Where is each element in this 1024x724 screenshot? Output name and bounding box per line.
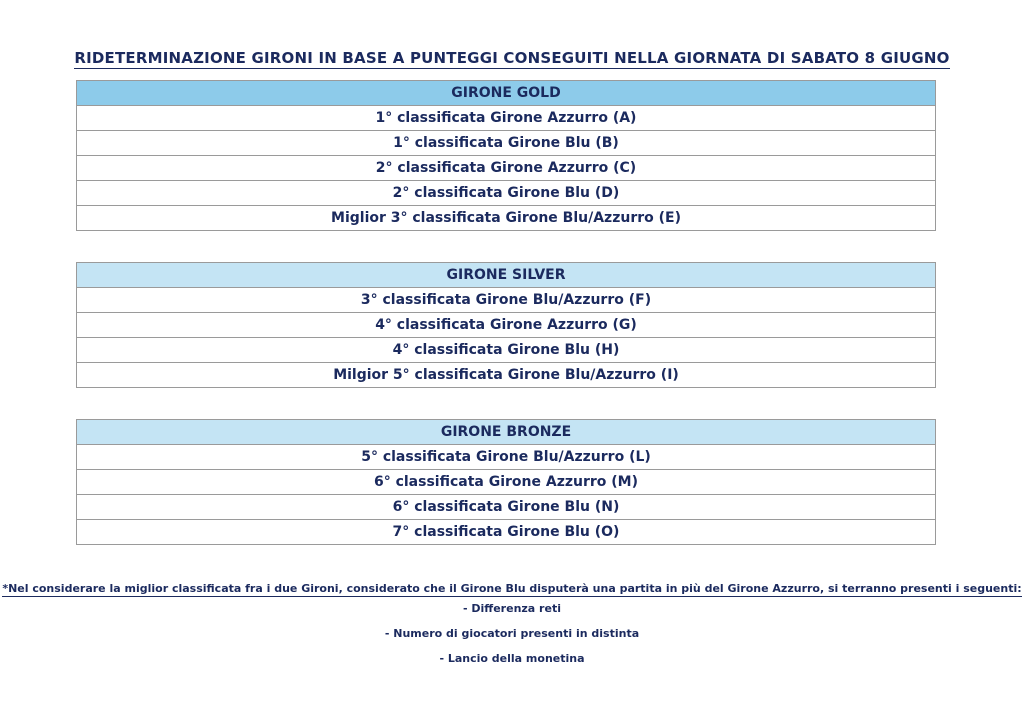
table-row: 1° classificata Girone Blu (B) (77, 131, 936, 156)
group-table-silver (76, 262, 936, 388)
group-header-silver: GIRONE SILVER (77, 263, 936, 288)
group-table-bronze (76, 419, 936, 545)
group-header-gold: GIRONE GOLD (77, 81, 936, 106)
page-title (0, 48, 1024, 69)
table-row: 6° classificata Girone Blu (N) (77, 495, 936, 520)
table-row: 4° classificata Girone Blu (H) (77, 338, 936, 363)
footnote-text: *Nel considerare la miglior classificata fra i due Gironi, considerato che il Girone Blu disputerà una partita in più del Girone Azzurro, si terranno presenti i seguenti: (2, 582, 1022, 595)
table-row: 7° classificata Girone Blu (O) (77, 520, 936, 545)
group-table-gold (76, 80, 936, 231)
criteria-item: - Numero di giocatori presenti in distinta (384, 627, 640, 640)
criteria-item: - Lancio della monetina (439, 652, 585, 665)
table-row: Milgior 5° classificata Girone Blu/Azzurro (I) (77, 363, 936, 388)
table-row: 6° classificata Girone Azzurro (M) (77, 470, 936, 495)
table-row: 2° classificata Girone Azzurro (C) (77, 156, 936, 181)
group-header-bronze: GIRONE BRONZE (77, 420, 936, 445)
table-row: 4° classificata Girone Azzurro (G) (77, 313, 936, 338)
table-row: 2° classificata Girone Blu (D) (77, 181, 936, 206)
table-row: 3° classificata Girone Blu/Azzurro (F) (77, 288, 936, 313)
table-row: 5° classificata Girone Blu/Azzurro (L) (77, 445, 936, 470)
table-row: 1° classificata Girone Azzurro (A) (77, 106, 936, 131)
table-row: Miglior 3° classificata Girone Blu/Azzurro (E) (77, 206, 936, 231)
page-title-text: RIDETERMINAZIONE GIRONI IN BASE A PUNTEGGI CONSEGUITI NELLA GIORNATA DI SABATO 8 GIUGNO (74, 49, 950, 67)
footnote (0, 577, 1024, 597)
criteria-item: - Differenza reti (463, 602, 561, 615)
